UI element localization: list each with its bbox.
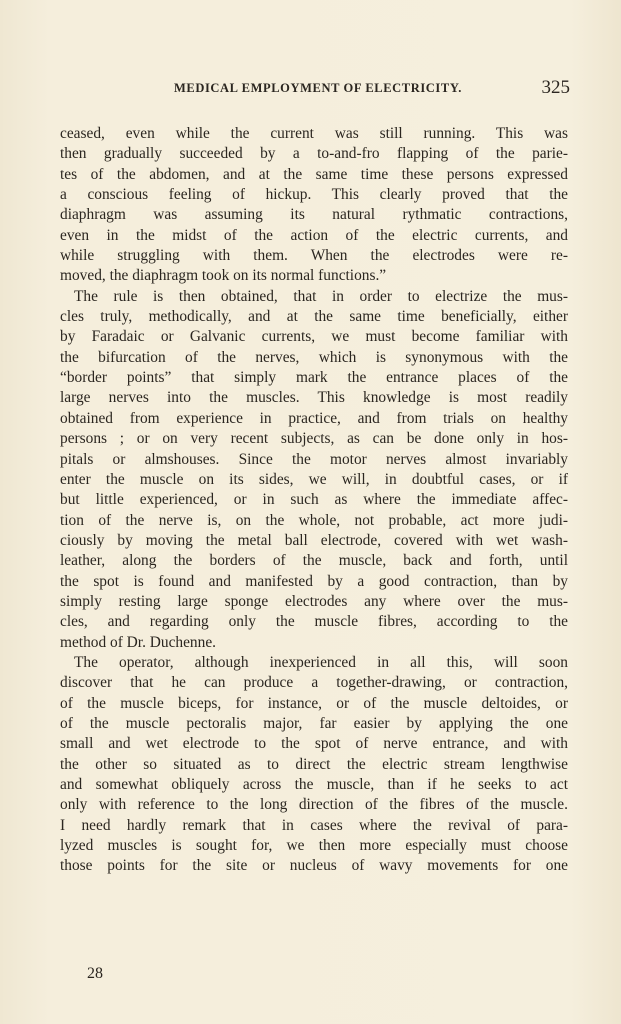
text-line: the spot is found and manifested by a good contraction, than by — [60, 572, 568, 590]
text-line: of the muscle biceps, for instance, or of the muscle deltoides, or — [60, 694, 568, 712]
text-line: leather, along the borders of the muscle, back and forth, until — [60, 552, 568, 570]
text-line: discover that he can produce a together-drawing, or contraction, — [60, 674, 568, 692]
text-line: pitals or almshouses. Since the motor nerves almost invariably — [60, 450, 568, 468]
body-text — [60, 124, 568, 877]
text-line: the bifurcation of the nerves, which is synonymous with the — [60, 348, 568, 366]
text-line: small and wet electrode to the spot of nerve entrance, and with — [60, 735, 568, 753]
signature-mark: 28 — [87, 965, 103, 982]
text-line: even in the midst of the action of the electric currents, and — [60, 226, 568, 244]
text-line: “border points” that simply mark the entrance places of the — [60, 369, 568, 387]
text-line: but little experienced, or in such as where the immediate affec- — [60, 491, 568, 509]
page-header — [60, 79, 570, 101]
text-line: The rule is then obtained, that in order to electrize the mus- — [74, 287, 568, 305]
text-line: simply resting large sponge electrodes any where over the mus- — [60, 592, 568, 610]
text-line: of the muscle pectoralis major, far easier by applying the one — [60, 714, 568, 732]
text-line: a conscious feeling of hickup. This clearly proved that the — [60, 186, 568, 204]
text-line: and somewhat obliquely across the muscle, than if he seeks to act — [60, 776, 568, 793]
text-line: tion of the nerve is, on the whole, not probable, act more judi- — [60, 511, 568, 529]
text-line: only with reference to the long direction of the fibres of the muscle. — [60, 796, 568, 814]
text-line: diaphragm was assuming its natural rythmatic contractions, — [60, 206, 568, 224]
text-line: those points for the site or nucleus of wavy movements for one — [60, 857, 568, 875]
text-line: by Faradaic or Galvanic currents, we must become familiar with — [60, 328, 568, 346]
text-line: ciously by moving the metal ball electrode, covered with wet wash- — [60, 531, 568, 549]
text-line: moved, the diaphragm took on its normal functions.” — [60, 267, 387, 285]
text-line: method of Dr. Duchenne. — [60, 633, 217, 651]
text-line: tes of the abdomen, and at the same time these persons expressed — [60, 165, 568, 183]
text-line: while struggling with them. When the electrodes were re- — [60, 247, 568, 265]
text-line: cles, and regarding only the muscle fibres, according to the — [60, 613, 568, 631]
text-line: The operator, although inexperienced in all this, will soon — [74, 653, 568, 671]
text-line: enter the muscle on its sides, we will, in doubtful cases, or if — [60, 470, 568, 488]
text-line: I need hardly remark that in cases where the revival of para- — [60, 816, 568, 834]
text-line: then gradually succeeded by a to-and-fro flapping of the parie- — [60, 145, 568, 163]
text-line: ceased, even while the current was still running. This was — [60, 125, 568, 142]
running-head: MEDICAL EMPLOYMENT OF ELECTRICITY. — [174, 81, 463, 95]
text-line: the other so situated as to direct the electric stream lengthwise — [60, 755, 568, 773]
text-line: large nerves into the muscles. This knowledge is most readily — [60, 389, 568, 407]
text-line: obtained from experience in practice, and from trials on healthy — [60, 409, 568, 427]
page-number: 325 — [541, 77, 570, 98]
text-line: persons ; or on very recent subjects, as can be done only in hos- — [60, 430, 568, 448]
text-line: cles truly, methodically, and at the same time beneficially, either — [60, 308, 568, 326]
text-line: lyzed muscles is sought for, we then more especially must choose — [60, 837, 568, 855]
